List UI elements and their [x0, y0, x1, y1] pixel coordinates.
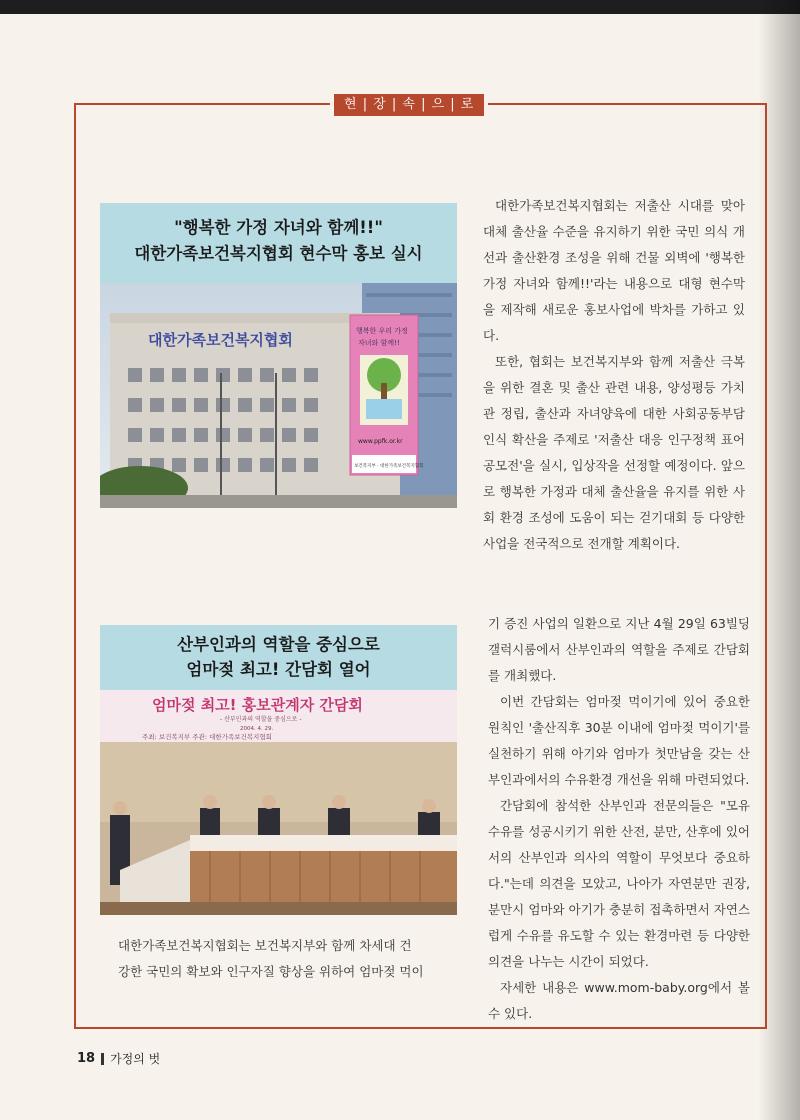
article2-body-p1: 기 증진 사업의 일환으로 지난 4월 29일 63빌딩 갤럭시룸에서 산부인과의 역할을 주제로 간담회를 개최했다.	[488, 616, 750, 683]
article2-caption	[118, 933, 438, 985]
article2-headline-line2: 엄마젖 최고! 간담회 열어	[186, 660, 371, 679]
meeting-banner-subtitle: - 산부인과의 역할을 중심으로 -	[220, 716, 302, 723]
article2-headline	[100, 625, 457, 690]
banner-text-1: 행복한 우리 가정	[356, 327, 408, 335]
building-banner-photo	[100, 283, 457, 508]
article2-body-p2: 이번 간담회는 엄마젖 먹이기에 있어 중요한 원칙인 '출산직후 30분 이내에 엄마젖 먹이기'를 실천하기 위해 아기와 엄마가 첫만남을 갖는 산부인과에서의 수유환경 개선을 위해 마련되었다.	[488, 694, 750, 787]
page-number: 18	[77, 1051, 96, 1066]
page-footer	[77, 1050, 160, 1067]
article1-headline-line1: "행복한 가정 자녀와 함께!!"	[174, 218, 383, 237]
meeting-banner-hosts: 주최: 보건복지부 주관: 대한가족보건복지협회	[142, 733, 272, 741]
article2-photo	[100, 690, 457, 915]
meeting-banner-date: 2004. 4. 29.	[240, 726, 274, 732]
article1-body-p1: 대한가족보건복지협회는 저출산 시대를 맞아 대체 출산율 수준을 유지하기 위한 국민 의식 개선과 출산환경 조성을 위해 건물 외벽에 '행복한 가정 자녀와 함께!!'라는 내용으로 대형 현수막을 제작해 새로운 홍보사업에 박차를 가하고 있다.	[483, 198, 745, 343]
article1-body-p2: 또한, 협회는 보건복지부와 함께 저출산 극복을 위한 결혼 및 출산 관련 내용, 양성평등 가치관 정립, 출산과 자녀양육에 대한 사회공동부담 인식 확산을 주제로 '저출산 대응 인구정책 표어 공모전'을 실시, 입상작을 선정할 예정이다. 앞으로 행복한 가정과 대체 출산율을 유지를 위한 사회 환경 조성에 도움이 되는 걷기대회 등 다양한 사업을 전국적으로 전개할 계획이다.	[483, 354, 745, 551]
footer-divider	[101, 1053, 104, 1065]
article2-body-p4: 자세한 내용은 www.mom-baby.org에서 볼 수 있다.	[488, 980, 750, 1021]
article2-headline-line1: 산부인과의 역할을 중심으로	[177, 635, 380, 654]
banner-text-2: 자녀와 함께!!	[358, 339, 400, 347]
meeting-photo	[100, 690, 457, 915]
article1-headline	[100, 203, 457, 283]
banner-url: www.ppfk.or.kr	[358, 438, 403, 445]
article2-body-p3: 간담회에 참석한 산부인과 전문의들은 "모유수유를 성공시키기 위한 산전, 분만, 산후에 있어서의 산부인과 의사의 역할이 무엇보다 중요하다."는데 의견을 모았고, 나아가 자연분만 권장, 분만시 엄마와 아기가 충분히 접촉하면서 자연스럽게 수유를 유도할 수 있는 환경마련 등 다양한 의견을 나누는 시간이 되었다.	[488, 798, 750, 969]
article1-body	[483, 193, 745, 557]
section-label	[330, 93, 488, 117]
article2-caption-line1: 대한가족보건복지협회는 보건복지부와 함께 차세대 건	[118, 938, 412, 953]
article1-headline-line2: 대한가족보건복지협회 현수막 홍보 실시	[134, 244, 423, 263]
meeting-banner-title: 엄마젖 최고! 홍보관계자 간담회	[152, 696, 363, 714]
article2-caption-line2: 강한 국민의 확보와 인구자질 향상을 위하여 엄마젖 먹이	[118, 964, 424, 979]
section-label-text: 현 | 장 | 속 | 으 | 로	[334, 94, 484, 116]
banner-footer: 보건복지부 · 대한가족보건복지협회	[354, 464, 424, 469]
magazine-name: 가정의 벗	[110, 1052, 161, 1066]
building-sign-text: 대한가족보건복지협회	[148, 331, 293, 349]
article1-photo	[100, 283, 457, 508]
article2-body	[488, 611, 750, 1027]
scan-top-edge	[0, 0, 800, 14]
